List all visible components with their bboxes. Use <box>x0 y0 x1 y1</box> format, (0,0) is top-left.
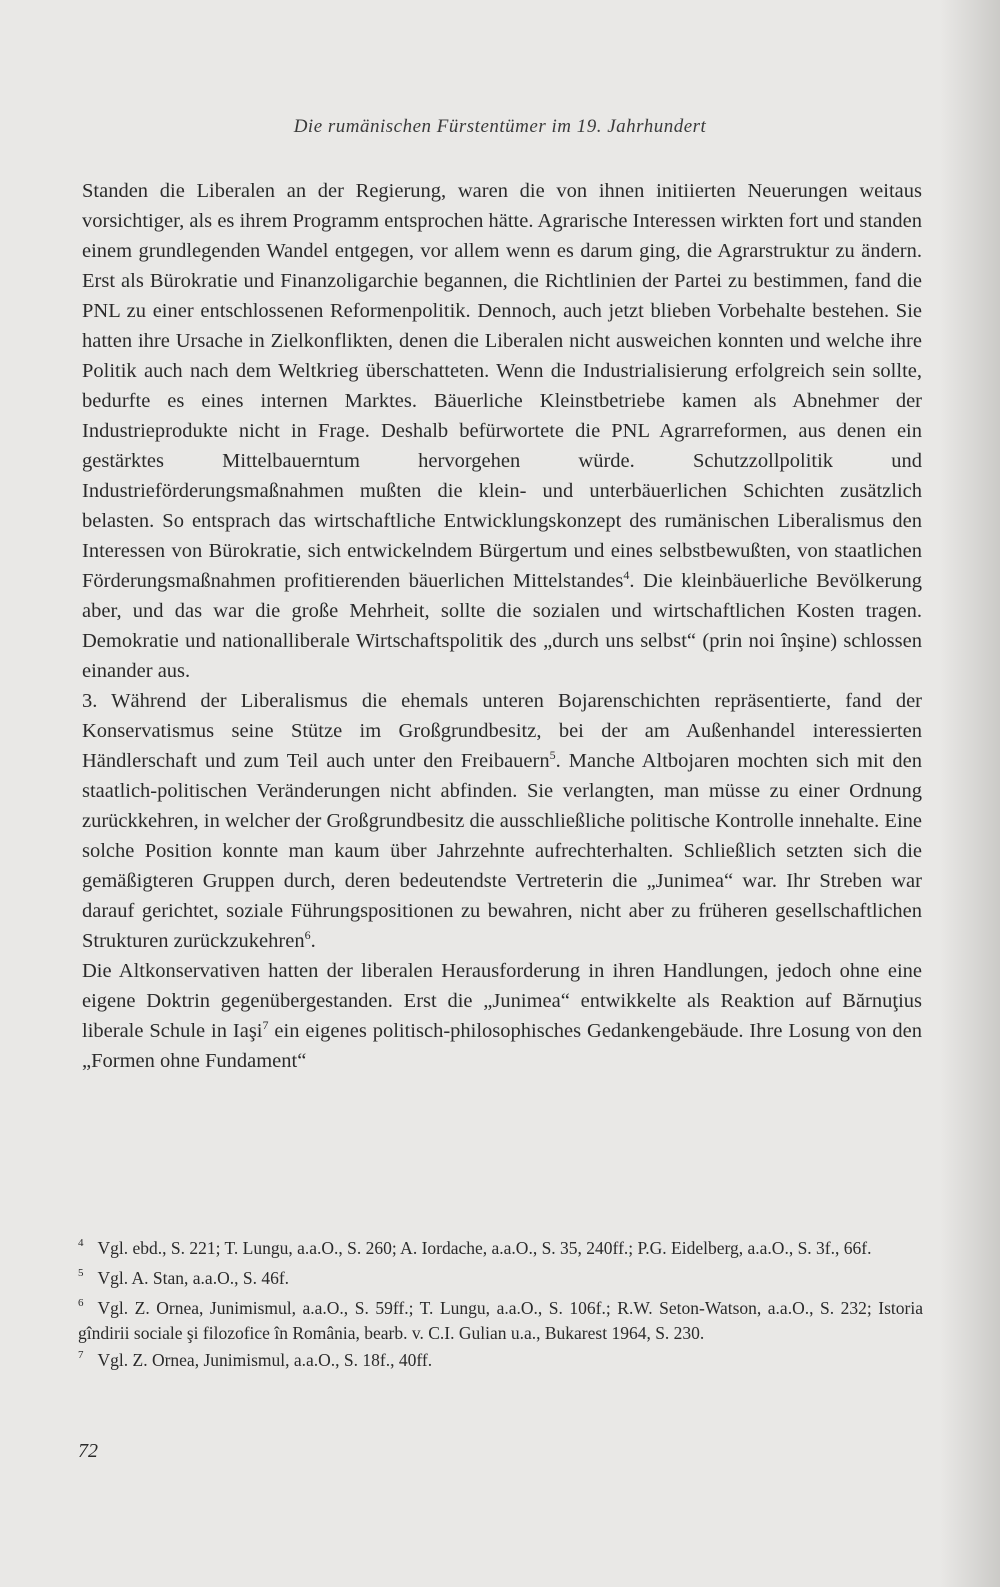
footnotes <box>78 1237 923 1379</box>
paragraph-2 <box>82 686 922 956</box>
footnote-number: 7 <box>78 1349 84 1361</box>
footnote-number: 4 <box>78 1237 84 1249</box>
footnote-5 <box>78 1267 923 1292</box>
text-run: . Die kleinbäuerliche Bevölkerung aber, und das war die große Mehrheit, sollte die sozialen und wirtschaftlichen Kosten tragen. Demokratie und nationalliberale Wirtschaftspolitik des „durch uns selbst“ (prin noi înşine) schlossen einander aus. <box>82 570 922 682</box>
footnote-7 <box>78 1349 923 1374</box>
text-run: Die Altkonservativen hatten der liberalen Herausforderung in ihren Handlungen, jedoch ohne eine eigene Doktrin gegenübergestanden. Erst die „Junimea“ entwikkelte als Reaktion auf Bărnuţius liberale Schule in Iaşi <box>82 960 922 1042</box>
footnote-4 <box>78 1237 923 1262</box>
footnote-number: 6 <box>78 1297 84 1309</box>
footnote-text: Vgl. ebd., S. 221; T. Lungu, a.a.O., S. 260; A. Iordache, a.a.O., S. 35, 240ff.; P.G. Eidelberg, a.a.O., S. 3f., 66f. <box>97 1238 872 1258</box>
footnote-ref-5: 5 <box>549 748 556 763</box>
footnote-text: Vgl. Z. Ornea, Junimismul, a.a.O., S. 59ff.; T. Lungu, a.a.O., S. 106f.; R.W. Seton-Watson, a.a.O., S. 232; Istoria gîndirii sociale şi filozofice în România, bearb. v. C.I. Gulian u.a., Bukarest 1964, S. 230. <box>78 1298 923 1343</box>
text-run: Standen die Liberalen an der Regierung, waren die von ihnen initiierten Neuerungen weitaus vorsichtiger, als es ihrem Programm entsprochen hätte. Agrarische Interessen wirkten fort und standen einem grundlegenden Wandel entgegen, vor allem wenn es darum ging, die Agrarstruktur zu ändern. Erst als Bürokratie und Finanzoligarchie begannen, die Richtlinien der Partei zu bestimmen, fand die PNL zu einer entschlossenen Reformenpolitik. Dennoch, auch jetzt blieben Vorbehalte bestehen. Sie hatten ihre Ursache in Zielkonflikten, denen die Liberalen nicht ausweichen konnten und welche ihre Politik auch nach dem Weltkrieg überschatteten. Wenn die Industrialisierung erfolgreich sein sollte, bedurfte es eines internen Marktes. Bäuerliche Kleinstbetriebe kamen als Abnehmer der Industrieprodukte nicht in Frage. Deshalb befürwortete die PNL Agrarreformen, aus denen ein gestärktes Mittelbauerntum hervorgehen würde. Schutzzollpolitik und Industrieförderungsmaßnahmen mußten die klein- und unterbäuerlichen Schichten zusätzlich belasten. So entsprach das wirtschaftliche Entwicklungskonzept des rumänischen Liberalismus den Interessen von Bürokratie, sich entwickelndem Bürgertum und eines selbstbewußten, von staatlichen Förderungsmaßnahmen profitierenden bäuerlichen Mittelstandes <box>82 180 922 592</box>
running-head: Die rumänischen Fürstentümer im 19. Jahrhundert <box>293 116 707 137</box>
footnote-ref-7: 7 <box>262 1018 269 1033</box>
page-number: 72 <box>78 1440 98 1462</box>
paragraph-1 <box>82 176 922 686</box>
paragraph-3 <box>82 956 922 1076</box>
text-run: . <box>310 930 316 952</box>
footnote-6 <box>78 1297 923 1344</box>
footnote-ref-6: 6 <box>304 928 311 943</box>
text-run: ein eigenes politisch-philosophisches Gedankengebäude. Ihre Losung von den „Formen ohne Fundament“ <box>82 1020 922 1072</box>
footnote-text: Vgl. A. Stan, a.a.O., S. 46f. <box>97 1268 290 1288</box>
footnote-ref-4: 4 <box>623 568 630 583</box>
body-text <box>82 176 922 1076</box>
page-edge-shadow <box>940 0 1000 1587</box>
footnote-text: Vgl. Z. Ornea, Junimismul, a.a.O., S. 18f., 40ff. <box>97 1350 433 1370</box>
footnote-number: 5 <box>78 1267 84 1279</box>
text-run: . Manche Altbojaren mochten sich mit den staatlich-politischen Veränderungen nicht abfinden. Sie verlangten, man müsse zu einer Ordnung zurückkehren, in welcher der Großgrundbesitz die ausschließliche politische Kontrolle innehalte. Eine solche Position konnte man kaum über Jahrzehnte aufrechterhalten. Schließlich setzten sich die gemäßigteren Gruppen durch, deren bedeutendste Vertreterin die „Junimea“ war. Ihr Streben war darauf gerichtet, soziale Führungspositionen zu bewahren, nicht aber zu früheren gesellschaftlichen Strukturen zurückzukehren <box>82 750 922 952</box>
text-run: 3. Während der Liberalismus die ehemals unteren Bojarenschichten repräsentierte, fand der Konservatismus seine Stütze im Großgrundbesitz, bei der am Außenhandel interessierten Händlerschaft und zum Teil auch unter den Freibauern <box>82 690 922 772</box>
